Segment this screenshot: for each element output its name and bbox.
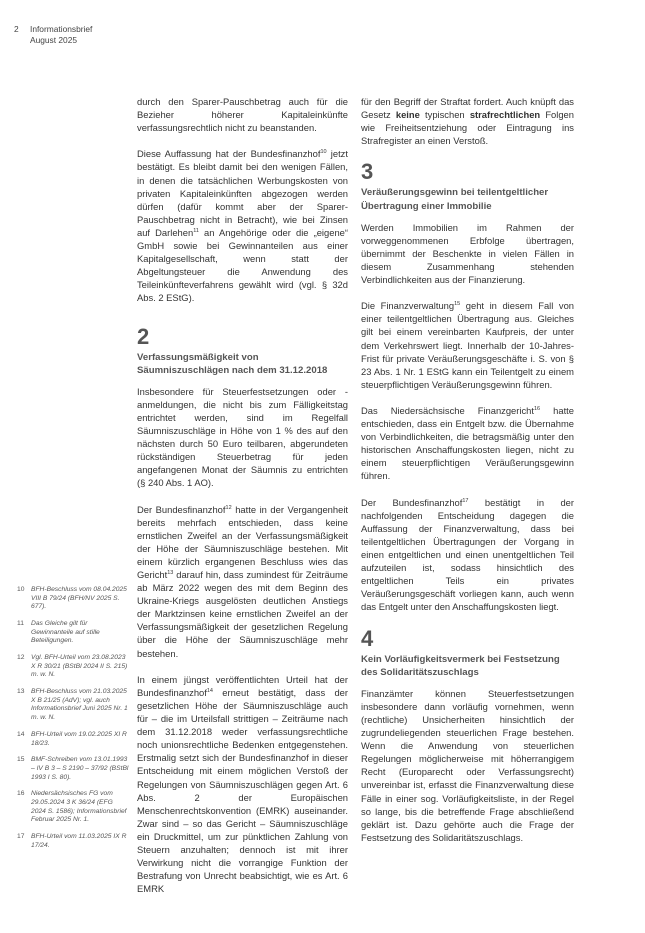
footnote-ref: 16: [534, 405, 541, 412]
footnotes: [17, 586, 129, 859]
paragraph: Finanzämter können Steuerfestsetzungen insbesondere dann vorläufig vornehmen, wenn (rechtliche) Unsicherheiten hinsichtlich der zugrundeliegenden steuerlichen Frage bestehen. Wenn die Anwendung von steuerlichen Regelungen möglicherweise mit höherrangigem Recht (Europarecht oder Verfassungsrecht) unvereinbar ist, erfasst die Finanzverwaltung diese Fälle in einer sog. Vorläufigkeitsliste, in der Regel so lange, bis die betreffende Frage abschließend geklärt ist. Dazu gehörte auch die Frage der Festsetzung des Solidaritätszuschlags.: [361, 687, 574, 843]
section-title: Verfassungsmäßigkeit von Säumniszuschlägen nach dem 31.12.2018: [137, 351, 328, 376]
section-number: 3: [361, 159, 374, 185]
footnote-ref: 11: [193, 227, 199, 234]
footnote: 16 Niedersächsisches FG vom 29.05.2024 3 K 36/24 (EFG 2024 S. 1586); Informationsbrief Februar 2025 Nr. 1.: [17, 790, 127, 824]
footnote: 12 Vgl. BFH-Urteil vom 23.08.2023 X R 30/21 (BStBl 2024 II S. 215) m. w. N.: [17, 654, 128, 679]
paragraph: für den Begriff der Straftat fordert. Auch knüpft das Gesetz keine typischen strafrechtlichen Folgen wie Freiheitsentziehung oder Eintragung ins Strafregister an einen Verstoß.: [361, 96, 574, 147]
page-number: 2: [14, 24, 19, 34]
paragraph: durch den Sparer-Pauschbetrag auch für die Bezieher höherer Kapitaleinkünfte verfassungsrechtlich nicht zu beanstanden.: [137, 96, 348, 134]
paragraph: Der Bundesfinanzhof$^{17}$ bestätigt in der nachfolgenden Entscheidung dagegen die Auffassung der Finanzverwaltung, dass bei teilentgeltlichen Übertragungen der Vorgang in einen entgeltlichen und einen unentgeltlichen Teil aufzuteilen ist, sodass hinsichtlich des entgeltlichen Teils ein privates Veräußerungsgeschäft vorliegen kann, auch wenn das Entgelt unter den Anschaffungskosten liegt.: [361, 496, 574, 613]
paragraph: Der Bundesfinanzhof$^{12}$ hatte in der Vergangenheit bereits mehrfach entschieden, dass keine ernstlichen Zweifel an der Verfassungsmäßigkeit der Höhe der Säumniszuschläge bestehen. Mit einem kürzlich ergangenen Beschluss wies das Gericht$^{13}$ darauf hin, dass zumindest für Zeiträume ab März 2022 wegen des mit dem Beginn des Ukraine-Kriegs ausgelösten deutlichen Anstiegs der Marktzinsen keine ernstlichen Zweifel an der Verfassungsmäßigkeit der gesetzlichen Regelung über die Höhe der Säumniszuschläge mehr bestehen.: [137, 503, 349, 659]
right-column: [361, 95, 574, 857]
footnote-ref: 17: [462, 497, 469, 504]
footnote: 13 BFH-Beschluss vom 21.03.2025 X B 21/25 (AdV); vgl. auch Informationsbrief Juni 2025 Nr. 1 m. w. N.: [17, 688, 128, 722]
footnote-ref: 12: [225, 504, 232, 511]
footnote: 11 Das Gleiche gilt für Gewinnanteile auf stille Beteiligungen.: [17, 620, 100, 645]
section-title: Kein Vorläufigkeitsvermerk bei Festsetzung des Solidaritätszuschlags: [361, 653, 560, 678]
paragraph: Das Niedersächsische Finanzgericht$^{16}$ hatte entschieden, dass ein Entgelt bzw. die Übernahme von Verbindlichkeiten, die betragsmäßig unter den historischen Anschaffungskosten liegen, nicht zu einem steuerpflichtigen Veräußerungsgewinn führen.: [361, 404, 574, 482]
footnote: 17 BFH-Urteil vom 11.03.2025 IX R 17/24.: [17, 833, 127, 849]
header-date: August 2025: [30, 34, 78, 45]
footnote-ref: 14: [206, 687, 213, 694]
paragraph: Werden Immobilien im Rahmen der vorweggenommenen Erbfolge übertragen, übernimmt der Beschenkte in vielen Fällen in diesem Zusammenhang stehenden Verbindlichkeiten aus der Finanzierung.: [361, 221, 574, 286]
footnote-ref: 13: [167, 569, 174, 576]
paragraph: In einem jüngst veröffentlichten Urteil hat der Bundesfinanzhof$^{14}$ erneut bestätigt, dass der gesetzlichen Höhe der Säumniszuschläge auch für – die im Urteilsfall strittigen – Zeiträume nach dem 31.12.2018 weder verfassungsrechtliche noch unionsrechtliche Bedenken entgegenstehen. Erstmalig setzt sich der Bundesfinanzhof in dieser Entscheidung mit einem möglichen Verstoß der Regelungen von Säumniszuschlägen gegen Art. 6 Abs. 2 der Europäischen Menschenrechtskonvention (EMRK) auseinander. Zwar sind – so das Gericht – Säumniszuschläge ein Druckmittel, um zur pünktlichen Zahlung von Steuern anzuhalten; dennoch ist mit ihrer Verwirkung nicht die vorrangige Funktion der Bestrafung von Unrecht beabsichtigt, wie es Art. 6 EMRK: [137, 673, 348, 895]
section-title: Veräußerungsgewinn bei teilentgeltlicher Übertragung einer Immobilie: [361, 187, 549, 212]
paragraph: Die Finanzverwaltung$^{15}$ geht in diesem Fall von einer teilentgeltlichen Übertragung aus. Gleiches gilt bei einem vereinbarten Kaufpreis, der unter dem Verkehrswert liegt. Innerhalb der 10-Jahres-Frist für private Veräußerungsgeschäfte i. S. von § 23 Abs. 1 Nr. 1 EStG kann ein Teilentgelt zu einem steuerpflichtigen Veräußerungsgewinn führen.: [361, 300, 574, 390]
footnote: 15 BMF-Schreiben vom 13.01.1993 – IV B 3 – S 2190 – 37/92 (BStBl 1993 I S. 80).: [17, 756, 129, 781]
section-number: 2: [137, 323, 150, 349]
footnote: 14 BFH-Urteil vom 19.02.2025 XI R 18/23.: [17, 730, 127, 747]
footnote-ref: 15: [454, 301, 461, 308]
left-column: [137, 95, 348, 908]
footnote-ref: 10: [320, 149, 327, 156]
footnote: 10 BFH-Beschluss vom 08.04.2025 VIII B 79/24 (BFH/NV 2025 S. 677).: [17, 586, 127, 611]
paragraph: Insbesondere für Steuerfestsetzungen oder -anmeldungen, die nicht bis zum Fälligkeitstag entrichtet werden, sind im Regelfall Säumniszuschläge in Höhe von 1 % des auf den nächsten durch 50 Euro teilbaren, abgerundeten rückständigen Steuerbetrag für jeden angefangenen Monat der Säumnis zu entrichten (§ 240 Abs. 1 AO).: [137, 385, 348, 489]
section-number: 4: [361, 625, 374, 651]
paragraph: Diese Auffassung hat der Bundesfinanzhof$^{10}$ jetzt bestätigt. Es bleibt damit bei den wenigen Fällen, in denen die tatsächlichen Werbungskosten von privaten Kapitaleinkünften abgezogen werden dürfen (dafür kommt aber der Sparer-Pauschbetrag nicht in Betracht), wie bei Zinsen auf Darlehen$^{11}$ an Angehörige oder die „eigene“ GmbH sowie bei Gewinnanteilen aus einer Kapitalgesellschaft, wenn statt der Abgeltungsteuer die Anwendung des Teileinkünfteverfahrens gewählt wird (vgl. § 32d Abs. 2 EStG).: [137, 148, 348, 304]
header-title: Informationsbrief: [30, 24, 93, 34]
